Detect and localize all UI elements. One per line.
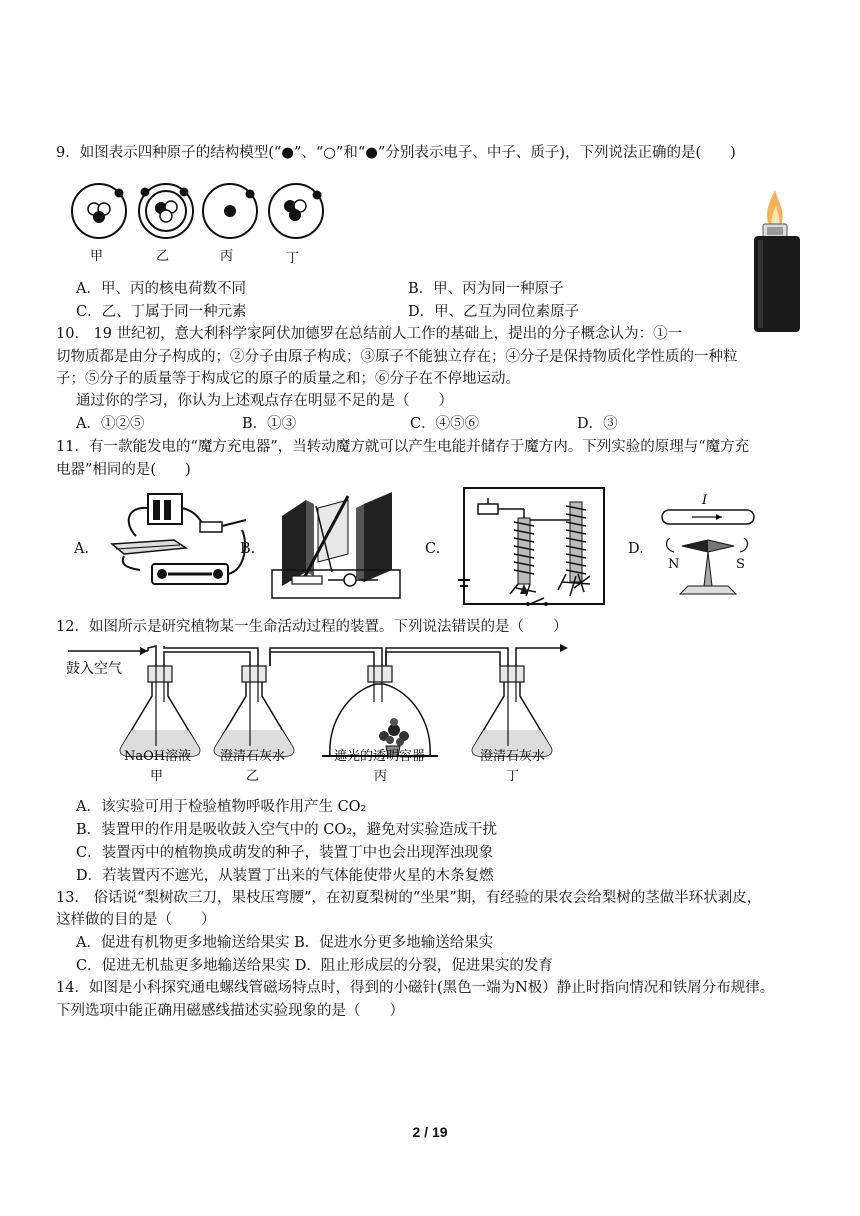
q9-option-d[interactable]: D．甲、乙互为同位素原子 [408, 304, 580, 320]
figure-d-n-label: N [668, 557, 680, 572]
q11-line-2: 电器”相同的是( ) [56, 462, 191, 478]
q10-option-a[interactable]: A．①②⑤ [76, 416, 145, 432]
figure-d-s-label: S [736, 557, 745, 572]
q12-option-a[interactable]: A．该实验可用于检验植物呼吸作用产生 CO₂ [76, 799, 367, 815]
flask-ding-top-label: 澄清石灰水 [480, 749, 546, 764]
atom-label-ding: 丁 [286, 251, 300, 266]
q11-option-b-label[interactable]: B. [240, 541, 256, 557]
atom-bing [203, 184, 257, 238]
q12-apparatus-figure [64, 642, 584, 788]
flask-ding-bottom-label: 丁 [506, 769, 520, 784]
jar-bing-top-label: 遮光的透明容器 [334, 749, 426, 764]
flask-yi-bottom-label: 乙 [246, 769, 260, 784]
q14-line-1: 14．如图是小科探究通电螺线管磁场特点时，得到的小磁针(黑色一端为N极）静止时指向情况和铁屑分布规律。 [56, 980, 775, 996]
q12-option-c[interactable]: C．装置丙中的植物换成萌发的种子，装置丁中也会出现浑浊现象 [76, 845, 494, 861]
flask-ding [472, 666, 551, 756]
q11-figure-a-motor-circuit [96, 486, 256, 592]
q10-line-2: 切物质都是由分子构成的；②分子由原子构成；③原子不能独立存在；④分子是保持物质化学性质的一种粒 [56, 349, 738, 365]
flask-yi [214, 666, 293, 756]
flask-jia [120, 666, 199, 756]
q14-line-2: 下列选项中能正确用磁感线描述实验现象的是（ ） [56, 1003, 404, 1019]
q11-option-c-label[interactable]: C. [425, 541, 441, 557]
q13-options-cd[interactable]: C．促进无机盐更多地输送给果实 D．阻止形成层的分裂，促进果实的发育 [76, 958, 553, 974]
q10-option-b[interactable]: B．①③ [242, 416, 297, 432]
q10-line-3: 子；⑤分子的质量等于构成它的原子的质量之和；⑥分子在不停地运动。 [56, 371, 520, 387]
q10-option-c[interactable]: C．④⑤⑥ [410, 416, 480, 432]
q11-option-d-label[interactable]: D. [628, 541, 644, 557]
q12-option-b[interactable]: B．装置甲的作用是吸收鼓入空气中的 CO₂，避免对实验造成干扰 [76, 822, 498, 838]
q11-figure-b-generator [268, 486, 414, 602]
atom-ding [269, 184, 323, 238]
q11-line-1: 11．有一款能发电的“魔方充电器”，当转动魔方就可以产生电能并储存于魔方内。下列实验的原理与“魔方充 [56, 439, 750, 455]
q9-atom-models-figure [68, 182, 333, 270]
jar-bing-bottom-label: 丙 [374, 769, 388, 784]
flask-jia-bottom-label: 甲 [150, 769, 164, 784]
q11-option-a-label[interactable]: A. [74, 541, 90, 557]
q9-option-a[interactable]: A．甲、丙的核电荷数不同 [76, 281, 246, 297]
atom-jia [72, 184, 126, 238]
bell-jar-bing [322, 666, 438, 756]
q10-line-1: 10． 19 世纪初，意大利科学家阿伏加德罗在总结前人工作的基础上，提出的分子概念认为：①一 [56, 326, 683, 342]
q13-line-1: 13． 俗话说“梨树砍三刀，果枝压弯腰”，在初夏梨树的“坐果”期，有经验的果农会给梨树的茎做半环状剥皮， [56, 890, 762, 906]
flask-yi-top-label: 澄清石灰水 [220, 749, 286, 764]
flask-jia-top-label: NaOH溶液 [124, 749, 192, 764]
q10-option-d[interactable]: D．③ [577, 416, 618, 432]
page-number: 2 / 19 [412, 1124, 448, 1140]
air-inlet-label: 鼓入空气 [66, 661, 122, 677]
q10-line-4: 通过你的学习，你认为上述观点存在明显不足的是（ ） [76, 393, 453, 409]
q11-figure-c-electromagnets [448, 484, 612, 608]
q9-option-c[interactable]: C．乙、丁属于同一种元素 [76, 304, 247, 320]
atom-label-bing: 丙 [220, 249, 234, 264]
q12-option-d[interactable]: D．若装置丙不遮光，从装置丁出来的气体能使带火星的木条复燃 [76, 868, 494, 884]
q13-line-2: 这样做的目的是（ ） [56, 912, 216, 928]
atom-label-jia: 甲 [90, 249, 104, 264]
atom-yi [139, 184, 193, 238]
q9-stem: 9．如图表示四种原子的结构模型(“●”、“○”和“●”分别表示电子、中子、质子)，下列说法正确的是( ) [56, 145, 736, 161]
q12-stem: 12．如图所示是研究植物某一生命活动过程的装置。下列说法错误的是（ ） [56, 619, 568, 635]
q13-options-ab[interactable]: A．促进有机物更多地输送给果实 B．促进水分更多地输送给果实 [76, 935, 494, 951]
lighter-illustration [748, 186, 806, 334]
figure-d-current-label: I [702, 493, 708, 508]
atom-label-yi: 乙 [156, 249, 170, 264]
q9-option-b[interactable]: B．甲、丙为同一种原子 [408, 281, 564, 297]
q11-figure-d-oersted [652, 490, 762, 602]
